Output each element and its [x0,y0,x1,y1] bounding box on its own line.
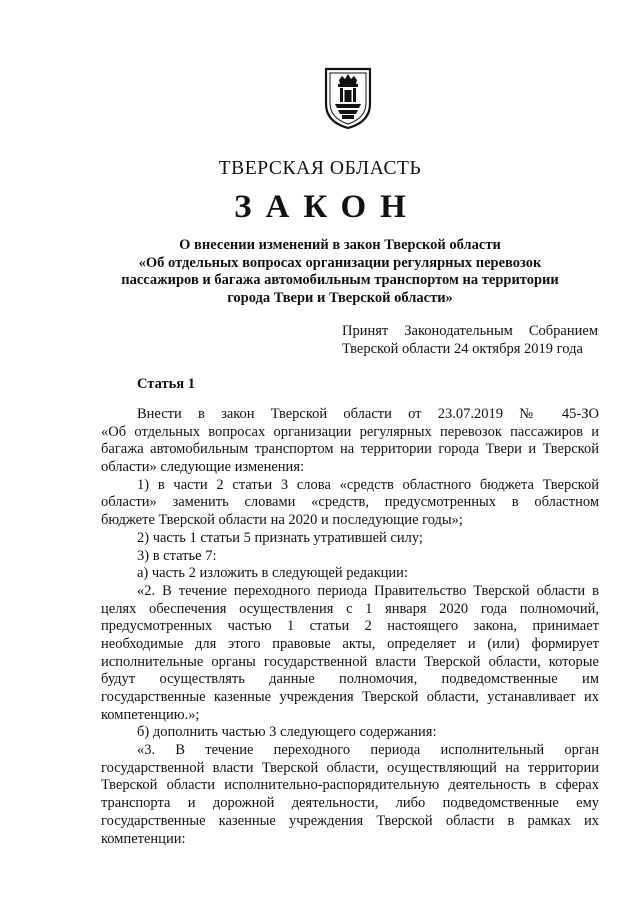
body-text-line: государственные казенные учреждения Тверской области, устанавливает их [101,689,599,705]
body-text-line: государственные казенные учреждения Тверской области в рамках их [101,812,599,829]
body-text-line: Внести в закон Тверской области от 23.07.2019 № 45-ЗО [137,406,599,422]
body-text-line: области» следующие изменения: [101,459,305,476]
body-text-line: компетенцию.»; [101,706,200,723]
body-text-line: б) дополнить частью 3 следующего содержания: [137,724,437,741]
body-text-line: багажа автомобильным транспортом на территории города Твери и Тверской [101,441,599,458]
body-text-line: необходимые для этого правовые акты, определяет и (или) формирует [101,635,599,652]
body-text-line: компетенции: [101,830,186,847]
body-text-line: транспорта и дорожной деятельности, либо подведомственные ему [101,795,599,812]
law-title-line: О внесении изменений в закон Тверской области [179,237,501,253]
adoption-note-line: Тверской области 24 октября 2019 года [342,341,583,357]
body-text-line: области» заменить словами «средств, предусмотренных в областном [101,494,599,511]
body-text-line: будут осуществлять данные полномочия, подведомственные им [101,671,599,688]
coat-of-arms-emblem [323,66,373,130]
body-text-line: «2. В течение переходного периода Правительство Тверской области в [137,582,599,599]
law-title-line: пассажиров и багажа автомобильным транспортом на территории [121,272,559,288]
body-text-line: 1) в части 2 статьи 3 слова «средств областного бюджета Тверской [137,476,599,493]
body-text-line: Тверской области исполнительно-распорядительную деятельность в сферах [101,777,599,794]
body-text-line: бюджете Тверской области на 2020 и последующие годы»; [101,512,463,529]
article-body [101,406,599,848]
document-type-heading: ЗАКОН [234,189,420,225]
article-heading: Статья 1 [137,376,195,392]
body-text-line: 2) часть 1 статьи 5 признать утратившей силу; [137,529,423,546]
law-title [95,237,585,307]
body-text-line: государственной власти Тверской области, осуществляющий на территории [101,759,599,776]
body-text-line: «Об отдельных вопросах организации регулярных перевозок пассажиров и [101,423,599,440]
law-title-line: «Об отдельных вопросах организации регулярных перевозок [138,254,542,271]
law-title-line: города Твери и Тверской области» [227,289,453,306]
body-text-line: целях обеспечения осуществления с 1 января 2020 года полномочий, [101,600,599,617]
body-text-line: предусмотренных частью 1 статьи 2 настоящего закона, принимает [101,618,599,635]
adoption-note-line: Принят Законодательным Собранием [342,323,598,339]
body-text-line: исполнительные органы государственной власти Тверской области, которые [101,653,599,670]
region-heading: ТВЕРСКАЯ ОБЛАСТЬ [218,158,422,179]
body-text-line: а) часть 2 изложить в следующей редакции: [137,565,408,582]
body-text-line: 3) в статье 7: [137,547,217,564]
body-text-line: «3. В течение переходного периода исполнительный орган [137,742,599,759]
adoption-note [342,322,598,358]
